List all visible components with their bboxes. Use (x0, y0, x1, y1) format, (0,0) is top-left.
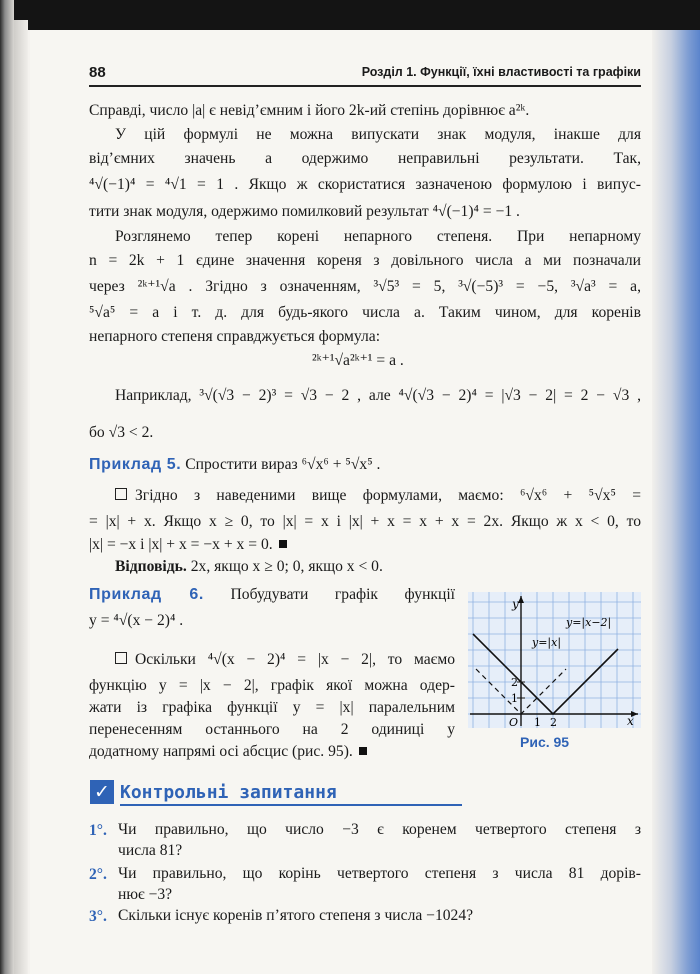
tick-x1-label: 1 (534, 716, 541, 728)
section-underline (120, 804, 462, 806)
header-rule (89, 85, 641, 87)
example-6-solution-line: функцію y = |x − 2|, графік якої можна одер- (89, 677, 455, 694)
example-5-solution-line: Згідно з наведеними вище формулами, маємо: ⁶√x⁶ + ⁵√x⁵ = (115, 488, 641, 504)
question-text: нює −3? (118, 886, 173, 903)
example-6-solution-line: Оскільки ⁴√(x − 2)⁴ = |x − 2|, то маємо (115, 652, 455, 668)
text-line: від’ємних значень a одержимо неправильні результати. Так, (89, 150, 641, 167)
example-6-solution-line: жати із графіка функції y = |x| паралельним (89, 699, 455, 716)
scan-top-edge (0, 0, 700, 30)
example-6-function: y = ⁴√(x − 2)⁴ . (89, 612, 184, 629)
book-spine (14, 20, 28, 974)
label-y-abs-x-minus-2: y=|x−2| (566, 616, 612, 629)
page-number: 88 (89, 64, 106, 81)
scan-right-edge (652, 30, 700, 974)
example-5-solution-line: = |x| + x. Якщо x ≥ 0, то |x| = x і |x| + x = x + x = 2x. Якщо ж x < 0, то (89, 513, 641, 530)
solution-start-square-icon (115, 488, 127, 500)
question-text: Скільки існує коренів п’ятого степеня з числа −1024? (118, 907, 474, 924)
text-line: Наприклад, ³√(√3 − 2)³ = √3 − 2 , але ⁴√(√3 − 2)⁴ = |√3 − 2| = 2 − √3 , (115, 387, 641, 404)
running-header (89, 64, 641, 84)
tick-y1-label: 1 (511, 692, 518, 705)
text-line: бо √3 < 2. (89, 424, 154, 441)
example-6-label: Приклад 6. (89, 586, 204, 603)
text-line: непарного степеня справджується формула: (89, 328, 381, 345)
figure-95-graph (468, 592, 641, 728)
solution-end-square-icon (279, 540, 287, 548)
scan-left-edge (0, 0, 14, 974)
example-6-task: Приклад 6. Побудувати графік функції (89, 586, 455, 603)
text-line: тити знак модуля, одержимо помилковий результат ⁴√(−1)⁴ = −1 . (89, 203, 520, 220)
chapter-title: Розділ 1. Функції, їхні властивості та графіки (361, 65, 641, 79)
answer-label: Відповідь. (115, 558, 187, 575)
example-5-solution-line: |x| = −x і |x| + x = −x + x = 0. (89, 537, 287, 553)
text-line: У цій формулі не можна випускати знак модуля, інакше для (115, 126, 641, 143)
text-line: ⁴√(−1)⁴ = ⁴√1 = 1 . Якщо ж скористатися зазначеною формулою і випус- (89, 176, 641, 193)
text-line: ⁵√a⁵ = a і т. д. для будь-якого числа a. Таким чином, для коренів (89, 304, 641, 321)
example-5-answer: Відповідь. 2x, якщо x ≥ 0; 0, якщо x < 0. (115, 558, 383, 575)
example-5-label: Приклад 5. (89, 456, 182, 473)
figure-caption: Рис. 95 (520, 734, 570, 750)
x-axis-label: x (627, 714, 634, 728)
tick-y2-label: 2 (511, 676, 518, 689)
tick-x2-label: 2 (550, 716, 557, 728)
example-5-task (89, 457, 380, 473)
question-text: Чи правильно, що число −3 є коренем четвертого степеня з (118, 821, 641, 838)
text-line: Розглянемо тепер корені непарного степеня. При непарному (115, 228, 641, 245)
example-5-text: Спростити вираз ⁶√x⁶ + ⁵√x⁵ . (185, 456, 381, 473)
example-6-solution-line: перенесенням останнього на 2 одиниці у (89, 721, 455, 738)
y-axis-label: y (512, 597, 519, 611)
question-text: Чи правильно, що корінь четвертого степеня з числа 81 дорів- (118, 865, 641, 882)
graph-background (468, 592, 641, 728)
section-title: Контрольні запитання (120, 782, 337, 803)
origin-label: O (509, 716, 519, 728)
solution-start-square-icon (115, 652, 127, 664)
question-text: числа 81? (118, 842, 183, 859)
question-number: 3°. (89, 908, 107, 925)
question-number: 2°. (89, 866, 107, 883)
question-number: 1°. (89, 822, 107, 839)
check-icon: ✓ (90, 780, 114, 804)
formula-odd-root: ²ᵏ⁺¹√a²ᵏ⁺¹ = a . (312, 352, 404, 369)
text-line: через ²ᵏ⁺¹√a . Згідно з означенням, ³√5³ = 5, ³√(−5)³ = −5, ³√a³ = a, (89, 278, 641, 295)
example-6-solution-line: додатному напрямі осі абсцис (рис. 95). (89, 744, 367, 760)
text-line: n = 2k + 1 єдине значення кореня з довільного числа a ми позначали (89, 252, 641, 269)
label-y-abs-x: y=|x| (532, 636, 562, 649)
solution-end-square-icon (359, 747, 367, 755)
text-line: Справді, число |a| є невід’ємним і його 2k-ий степінь дорівнює a²ᵏ. (89, 102, 530, 119)
